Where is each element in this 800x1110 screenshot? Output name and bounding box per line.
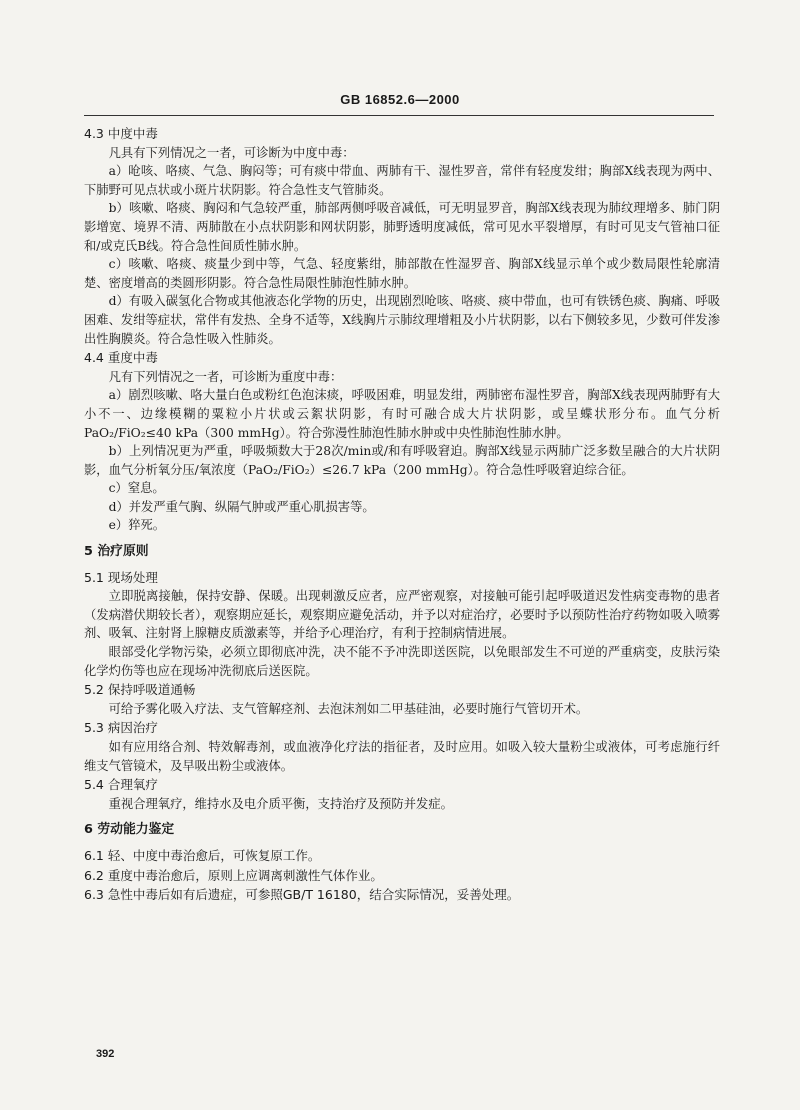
paragraph: b）上列情况更为严重，呼吸频数大于28次/min或/和有呼吸窘迫。胸部X线显示两肺广泛多数呈融合的大片状阴影，血气分析氧分压/氧浓度（PaO₂/FiO₂）≤26.7 kPa（200 mmHg）。符合急性呼吸窘迫综合征。 xyxy=(84,444,720,477)
paragraph: 凡具有下列情况之一者，可诊断为中度中毒： xyxy=(108,145,355,160)
subsection-heading: 6.1 轻、中度中毒治愈后，可恢复原工作。 xyxy=(84,847,321,863)
paragraph: a）剧烈咳嗽、咯大量白色或粉红色泡沫痰，呼吸困难，明显发绀，两肺密布湿性罗音，胸部X线表现两肺野有大小不一、边缘模糊的粟粒小片状或云絮状阴影，有时可融合成大片状阴影，或呈蝶状形分布。血气分析 PaO₂/FiO₂≤40 kPa（300 mmHg）。符合弥漫性肺泡性肺水肿或中央性肺泡性肺水肿。 xyxy=(84,388,720,440)
paragraph: 凡有下列情况之一者，可诊断为重度中毒： xyxy=(108,369,343,384)
paragraph: 重视合理氧疗，维持水及电介质平衡，支持治疗及预防并发症。 xyxy=(108,796,453,811)
subsection-heading: 4.4 重度中毒 xyxy=(84,350,158,366)
subsection-heading: 4.3 中度中毒 xyxy=(84,126,158,141)
standard-number-header: GB 16852.6—2000 xyxy=(340,92,460,107)
page-number: 392 xyxy=(96,1048,115,1060)
paragraph: d）有吸入碳氢化合物或其他液态化学物的历史，出现剧烈呛咳、咯痰、痰中带血，也可有铁锈色痰、胸痛、呼吸困难、发绀等症状，常伴有发热、全身不适等，X线胸片示肺纹理增粗及小片状阴影，以右下侧较多见，少数可伴发渗出性胸膜炎。符合急性吸入性肺炎。 xyxy=(84,294,720,346)
paragraph: e）猝死。 xyxy=(108,518,166,533)
section-heading: 5 治疗原则 xyxy=(84,544,149,560)
section-heading: 6 劳动能力鉴定 xyxy=(84,822,175,838)
subsection-heading: 5.2 保持呼吸道通畅 xyxy=(84,682,196,698)
paragraph: 眼部受化学物污染，必须立即彻底冲洗，决不能不予冲洗即送医院，以免眼部发生不可逆的严重病变，皮肤污染化学灼伤等也应在现场冲洗彻底后送医院。 xyxy=(84,645,720,678)
subsection-heading: 5.4 合理氧疗 xyxy=(84,777,158,793)
document-body xyxy=(84,124,720,905)
paragraph: a）呛咳、咯痰、气急、胸闷等；可有痰中带血、两肺有干、湿性罗音，常伴有轻度发绀；胸部X线表现为两中、下肺野可见点状或小斑片状阴影。符合急性支气管肺炎。 xyxy=(84,164,720,197)
subsection-heading: 6.2 重度中毒治愈后，原则上应调离刺激性气体作业。 xyxy=(84,867,383,883)
subsection-heading: 5.3 病因治疗 xyxy=(84,720,158,736)
subsection-heading: 5.1 现场处理 xyxy=(84,569,158,585)
subsection-heading: 6.3 急性中毒后如有后遗症，可参照GB/T 16180，结合实际情况，妥善处理。 xyxy=(84,887,520,903)
paragraph: c）咳嗽、咯痰、痰量少到中等，气急、轻度紫绀，肺部散在性湿罗音、胸部X线显示单个或少数局限性轮廓清楚、密度增高的类圆形阴影。符合急性局限性肺泡性肺水肿。 xyxy=(84,257,720,290)
paragraph: 立即脱离接触，保持安静、保暖。出现刺激反应者，应严密观察，对接触可能引起呼吸道迟发性病变毒物的患者（发病潜伏期较长者），观察期应延长，观察期应避免活动，并予以对症治疗，必要时予以预防性治疗药物如吸入喷雾剂、吸氧、注射肾上腺糖皮质激素等，并给予心理治疗，有利于控制病情进展。 xyxy=(84,589,720,641)
paragraph: d）并发严重气胸、纵隔气肿或严重心肌损害等。 xyxy=(108,499,375,514)
paragraph: b）咳嗽、咯痰、胸闷和气急较严重，肺部两侧呼吸音减低，可无明显罗音，胸部X线表现为肺纹理增多、肺门阴影增宽、境界不清、两肺散在小点状阴影和网状阴影，肺野透明度减低，常可见水平裂增厚，有时可见支气管袖口征和/或克氏B线。符合急性间质性肺水肿。 xyxy=(84,201,720,253)
paragraph: 可给予雾化吸入疗法、支气管解痉剂、去泡沫剂如二甲基硅油，必要时施行气管切开术。 xyxy=(108,701,589,716)
paragraph: c）窒息。 xyxy=(108,481,165,496)
paragraph: 如有应用络合剂、特效解毒剂，或血液净化疗法的指征者，及时应用。如吸入较大量粉尘或液体，可考虑施行纤维支气管镜术，及早吸出粉尘或液体。 xyxy=(84,740,720,773)
header-rule xyxy=(84,115,714,116)
